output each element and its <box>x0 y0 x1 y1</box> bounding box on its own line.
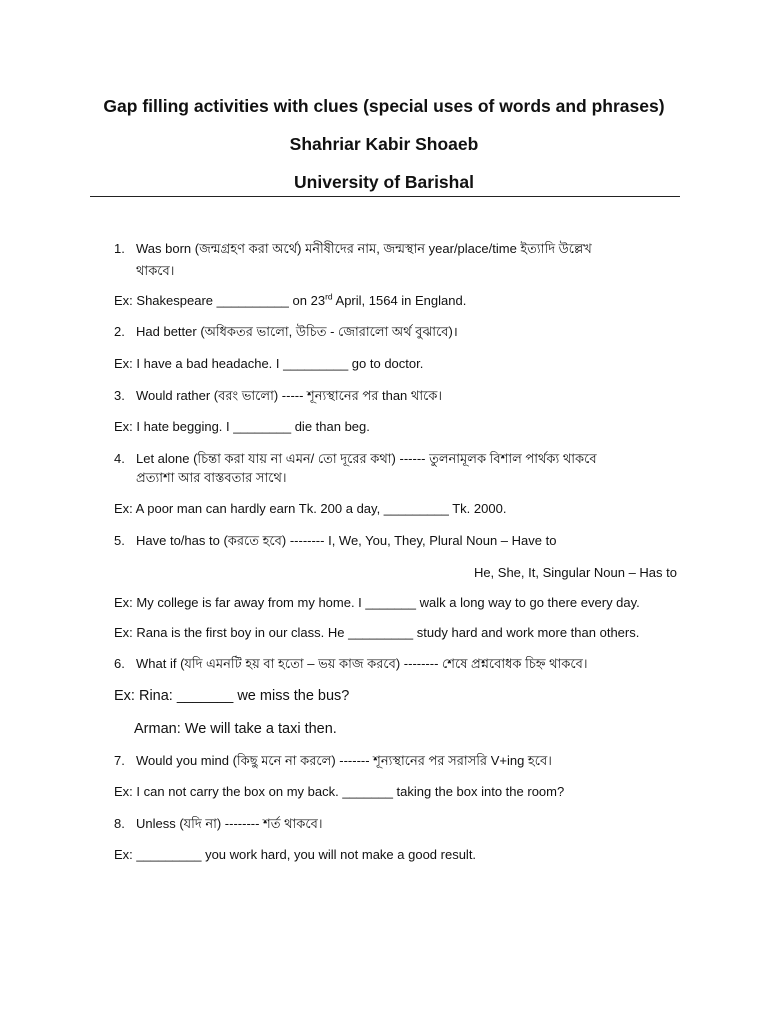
item-8 <box>114 815 323 833</box>
item-3-example: Ex: I hate begging. I ________ die than beg. <box>114 419 370 434</box>
item-2 <box>114 323 458 341</box>
item-6-example-1: Ex: Rina: _______ we miss the bus? <box>114 688 350 704</box>
item-4 <box>114 450 597 468</box>
item-text: Would you mind (কিছু মনে না করলে) ------- শূন্যস্থানের পর সরাসরি V+ing হবে। <box>136 753 552 768</box>
ordinal-suffix: rd <box>325 291 333 302</box>
item-number: 4. <box>114 451 125 466</box>
item-5 <box>114 532 556 550</box>
item-7 <box>114 752 552 770</box>
item-number: 3. <box>114 388 125 403</box>
item-2-example: Ex: I have a bad headache. I _________ go to doctor. <box>114 356 424 371</box>
example-text-rest: April, 1564 in England. <box>332 293 467 308</box>
item-text: Had better (অধিকতর ভালো, উচিত - জোরালো অর্থ বুঝাবে)। <box>136 324 458 339</box>
item-1 <box>114 240 592 258</box>
item-text: What if (যদি এমনটি হয় বা হতো – ভয় কাজ করবে) -------- শেষে প্রশ্নবোধক চিহ্ন থাকবে। <box>136 656 588 671</box>
item-number: 1. <box>114 241 125 256</box>
item-5-example-2: Ex: Rana is the first boy in our class. He _________ study hard and work more than others. <box>114 625 640 640</box>
item-3 <box>114 387 442 405</box>
item-number: 6. <box>114 656 125 671</box>
document-title: Gap filling activities with clues (special uses of words and phrases) <box>103 96 665 116</box>
item-text: Unless (যদি না) -------- শর্ত থাকবে। <box>136 816 323 831</box>
item-7-example: Ex: I can not carry the box on my back. _______ taking the box into the room? <box>114 784 565 799</box>
item-5-example-1: Ex: My college is far away from my home. I _______ walk a long way to go there every day. <box>114 595 640 610</box>
item-1-example <box>114 292 466 310</box>
item-text: Would rather (বরং ভালো) ----- শূন্যস্থানের পর than থাকে। <box>136 388 443 403</box>
item-text: Let alone (চিন্তা করা যায় না এমন/ তো দূরের কথা) ------ তুলনামূলক বিশাল পার্থক্য থাকবে <box>136 451 597 466</box>
item-number: 5. <box>114 533 125 548</box>
item-6 <box>114 655 588 673</box>
header-divider <box>90 196 680 197</box>
item-number: 8. <box>114 816 125 831</box>
item-number: 2. <box>114 324 125 339</box>
item-6-example-2: Arman: We will take a taxi then. <box>134 721 337 737</box>
item-1-continuation: থাকবে। <box>136 263 175 278</box>
item-text: Have to/has to (করতে হবে) -------- I, We, You, They, Plural Noun – Have to <box>136 533 557 548</box>
item-4-continuation: প্রত্যাশা আর বাস্তবতার সাথে। <box>136 470 287 485</box>
item-4-example: Ex: A poor man can hardly earn Tk. 200 a day, _________ Tk. 2000. <box>114 501 507 516</box>
author-name: Shahriar Kabir Shoaeb <box>289 134 479 154</box>
item-number: 7. <box>114 753 125 768</box>
item-8-example: Ex: _________ you work hard, you will not make a good result. <box>114 847 477 862</box>
institution-name: University of Barishal <box>294 172 474 192</box>
item-5-continuation: He, She, It, Singular Noun – Has to <box>473 565 677 580</box>
example-text: Ex: Shakespeare __________ on 23 <box>114 293 326 308</box>
item-text: Was born (জন্মগ্রহণ করা অর্থে) মনীষীদের নাম, জন্মস্থান year/place/time ইত্যাদি উল্লেখ <box>136 241 592 256</box>
